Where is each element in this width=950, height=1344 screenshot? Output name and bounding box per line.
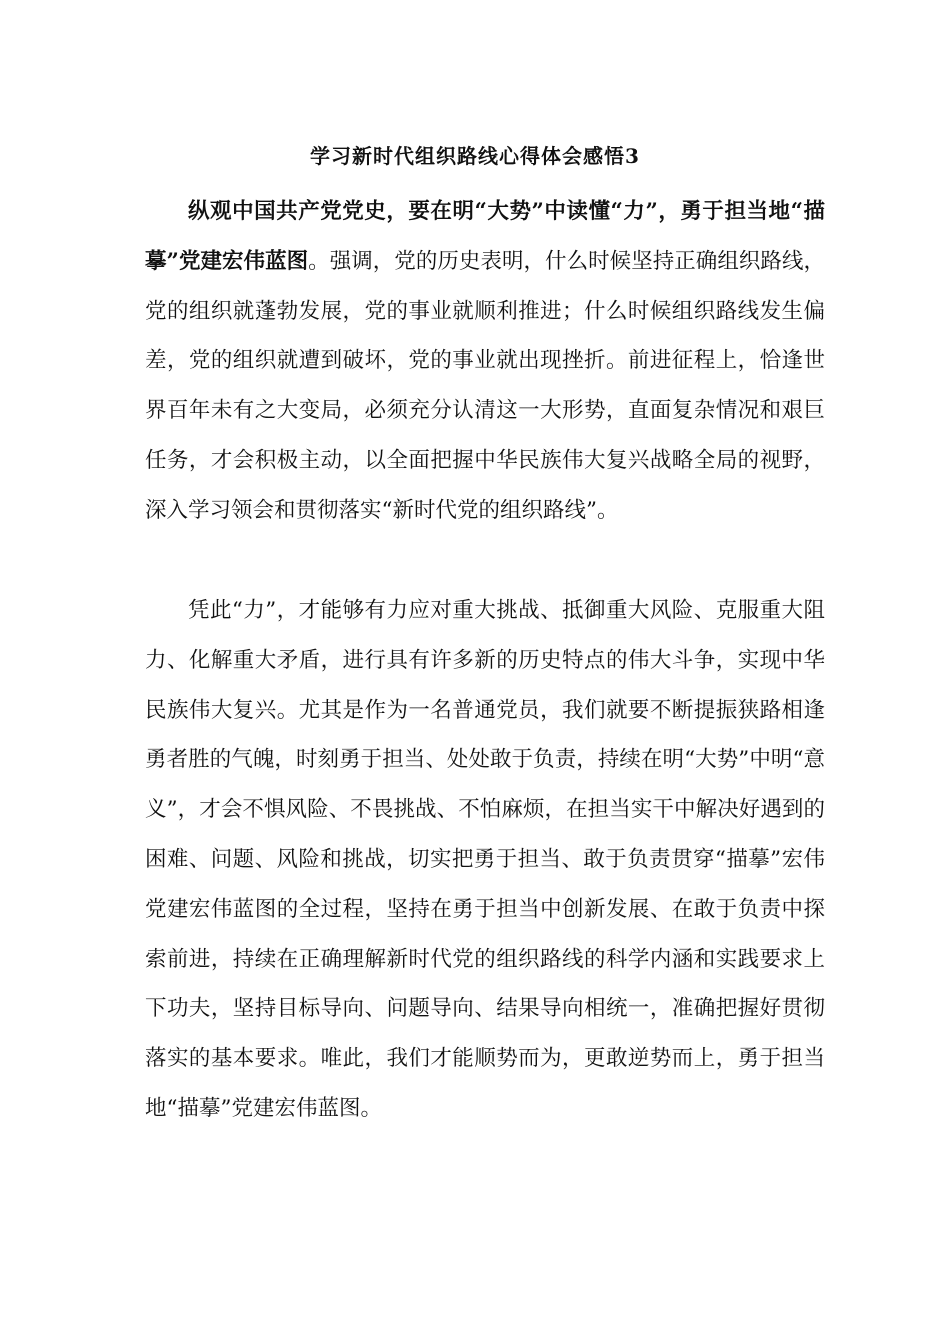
paragraph-1 bbox=[145, 187, 825, 536]
paragraph-1-bold-lead: 纵观中国共产党党史，要在明“大势”中读懂“力”，勇于担当地“描摹”党建宏伟蓝图 bbox=[145, 199, 825, 274]
paragraph-2 bbox=[145, 586, 825, 1134]
paragraph-2-text: 凭此“力”，才能够有力应对重大挑战、抵御重大风险、克服重大阻力、化解重大矛盾，进行具有许多新的历史特点的伟大斗争，实现中华民族伟大复兴。尤其是作为一名普通党员，我们就要不断提振狭路相逢勇者胜的气魄，时刻勇于担当、处处敢于负责，持续在明“大势”中明“意义”，才会不惧风险、不畏挑战、不怕麻烦，在担当实干中解决好遇到的困难、问题、风险和挑战，切实把勇于担当、敢于负责贯穿“描摹”宏伟党建宏伟蓝图的全过程，坚持在勇于担当中创新发展、在敢于负责中探索前进，持续在正确理解新时代党的组织路线的科学内涵和实践要求上下功夫，坚持目标导向、问题导向、结果导向相统一，准确把握好贯彻落实的基本要求。唯此，我们才能顺势而为，更敢逆势而上，勇于担当地“描摹”党建宏伟蓝图。 bbox=[145, 598, 825, 1121]
paragraph-1-text: 。强调，党的历史表明，什么时候坚持正确组织路线，党的组织就蓬勃发展，党的事业就顺利推进；什么时候组织路线发生偏差，党的组织就遭到破坏，党的事业就出现挫折。前进征程上，恰逢世界百年未有之大变局，必须充分认清这一大形势，直面复杂情况和艰巨任务，才会积极主动，以全面把握中华民族伟大复兴战略全局的视野，深入学习领会和贯彻落实“新时代党的组织路线”。 bbox=[145, 248, 825, 523]
document-title: 学习新时代组织路线心得体会感悟3 bbox=[310, 144, 640, 168]
